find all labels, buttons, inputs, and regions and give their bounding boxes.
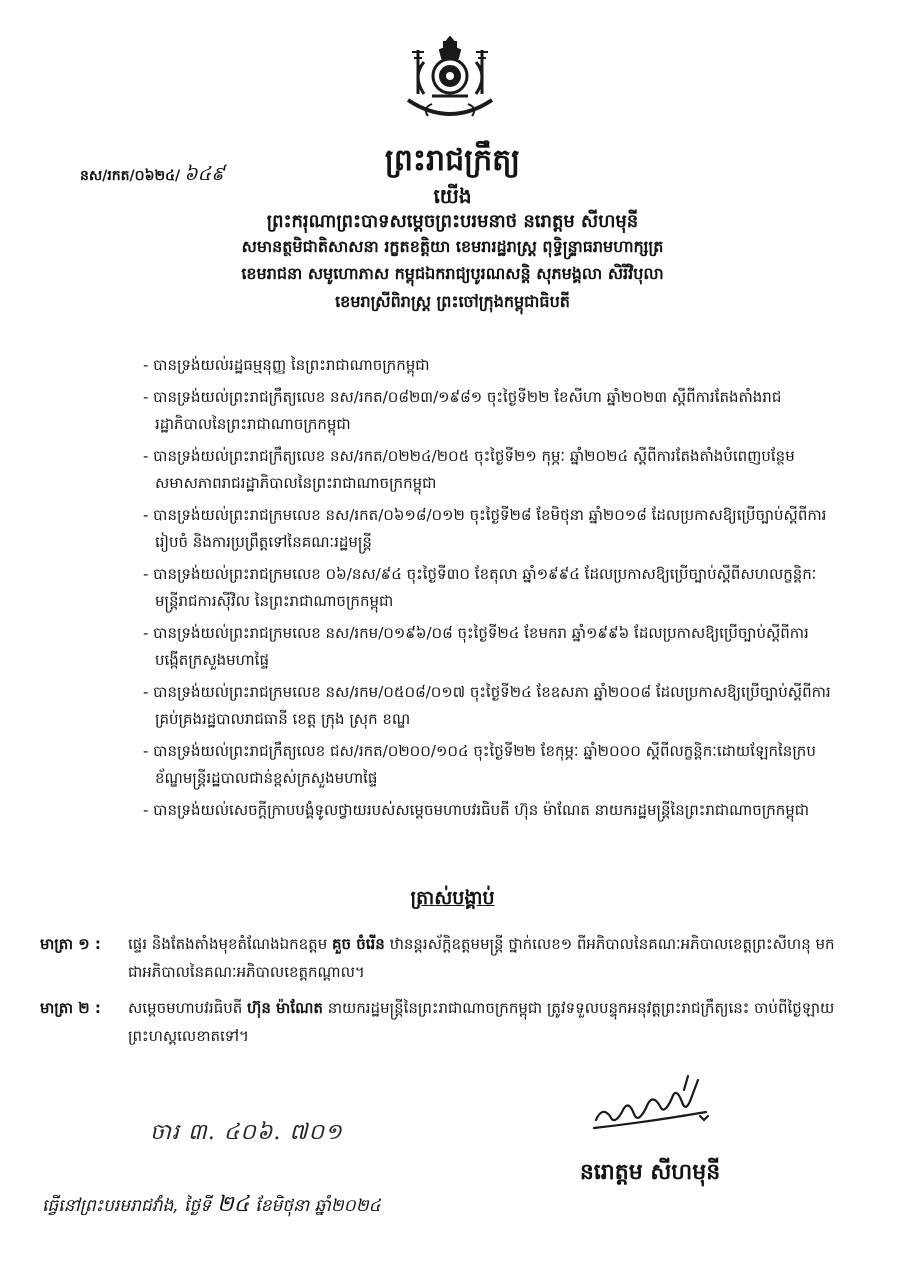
legal-basis-item: - បានទ្រង់យល់ព្រះរាជក្រឹត្យលេខ ជស/រកត/០២០០/១០៤ ចុះថ្ងៃទី២២ ខែកុម្ភៈ ឆ្នាំ២០០០ ស្តីពីលក្ខន្តិកៈដោយឡែកនៃក្របខ័ណ្ឌមន្ត្រីរដ្ឋបាលជាន់ខ្ពស់ក្រសួងមហាផ្ទៃ xyxy=(143,742,816,787)
legal-basis-item: - បានទ្រង់យល់ព្រះរាជក្រមលេខ នស/រកម/០១៩៦/០៨ ចុះថ្ងៃទី២៤ ខែមករា ឆ្នាំ១៩៩៦ ដែលប្រកាសឱ្យប្រើច្បាប់ស្តីពីការបង្កើតក្រសួងមហាផ្ទៃ xyxy=(143,624,809,669)
king-title-line-1: ព្រះករុណាព្រះបាទសម្តេចព្រះបរមនាថ នរោត្តម សីហមុនី xyxy=(266,211,639,232)
legal-basis-item: - បានទ្រង់យល់ព្រះរាជក្រឹត្យលេខ នស/រកត/០២២៤/២០៥ ចុះថ្ងៃទី២១ កុម្ភៈ ឆ្នាំ២០២៤ ស្តីពីការតែងតាំងបំពេញបន្ថែមសមាសភាពរាជរដ្ឋាភិបាលនៃព្រះរាជាណាចក្រកម្ពុជា xyxy=(143,447,795,492)
signatory-name: នរោត្តម សីហមុនី xyxy=(579,1160,721,1185)
place-date-suffix: ខែមិថុនា ឆ្នាំ២០២៤ xyxy=(255,1196,381,1216)
place-and-date xyxy=(42,1190,381,1222)
article-person-name: ហ៊ុន ម៉ាណែត xyxy=(247,999,323,1017)
king-title-line-2: សមានត្ថមិជាតិសាសនា រក្ខតខត្តិយា ខេមរារដ្ឋរាស្ត្រ ពុទ្ធិន្ទ្រាធរាមហាក្សត្រ xyxy=(241,237,664,256)
article-text-part: ឋានន្តរស័ក្តិឧត្តមមន្ត្រី ថ្នាក់លេខ១ ពីអភិបាលនៃគណៈអភិបាលខេត្តព្រះសីហនុ មកជាអភិបាលនៃគណៈអភិបាលខេត្តកណ្តាល។ xyxy=(128,935,835,981)
king-title-line-4: ខេមរាស្រីពិរាស្ត្រ ព្រះចៅក្រុងកម្ពុជាធិបតី xyxy=(335,292,570,311)
royal-coat-of-arms-emblem xyxy=(402,36,498,128)
article-text xyxy=(128,930,840,986)
article-1 xyxy=(40,930,840,986)
article-text-part: សម្តេចមហាបវរធិបតី xyxy=(128,999,248,1017)
legal-basis-item: - បានទ្រង់យល់សេចក្តីក្រាបបង្គំទូលថ្វាយរបស់សម្តេចមហាបវរធិបតី ហ៊ុន ម៉ាណែត នាយករដ្ឋមន្ត្រីនៃព្រះរាជាណាចក្រកម្ពុជា xyxy=(143,801,810,819)
legal-basis-item: - បានទ្រង់យល់ព្រះរាជក្រមលេខ ០៦/នស/៩៤ ចុះថ្ងៃទី៣០ ខែតុលា ឆ្នាំ១៩៩៤ ដែលប្រកាសឱ្យប្រើច្បាប់ស្តីពីសហលក្ខន្តិកៈមន្ត្រីរាជការស៊ីវិល នៃព្រះរាជាណាចក្រកម្ពុជា xyxy=(143,565,817,610)
article-2 xyxy=(40,994,840,1050)
article-label: មាត្រា ២ : xyxy=(40,999,101,1017)
legal-basis-item: - បានទ្រង់យល់ព្រះរាជក្រមលេខ នស/រកម/០៥០៨/០១៧ ចុះថ្ងៃទី២៤ ខែឧសភា ឆ្នាំ២០០៨ ដែលប្រកាសឱ្យប្រើច្បាប់ស្តីពីការគ្រប់គ្រងរដ្ឋបាលរាជធានី ខេត្ត ក្រុង ស្រុក ខណ្ឌ xyxy=(143,683,831,728)
legal-basis-list xyxy=(143,352,833,829)
article-label: មាត្រា ១ : xyxy=(40,935,101,953)
king-title-line-3: ខេមរាជនា សមូហោភាស កម្ពុជឯករាជ្យបូរណសន្តិ សុភមង្គលា សិរីវិបុលា xyxy=(241,264,664,283)
legal-basis-item: - បានទ្រង់យល់ព្រះរាជក្រមលេខ នស/រកត/០៦១៨/០១២ ចុះថ្ងៃទី២៨ ខែមិថុនា ឆ្នាំ២០១៨ ដែលប្រកាសឱ្យប្រើច្បាប់ស្តីពីការរៀបចំ និងការប្រព្រឹត្តទៅនៃគណៈរដ្ឋមន្ត្រី xyxy=(143,506,827,551)
article-text-part: ផ្ទេរ និងតែងតាំងមុខតំណែងឯកឧត្តម xyxy=(128,935,332,953)
reference-number-printed: នស/រកត/០៦២៤/ xyxy=(80,168,181,184)
article-text xyxy=(128,994,840,1050)
decree-heading: ត្រាស់បង្គាប់ xyxy=(410,887,495,909)
place-date-prefix: ធ្វើនៅព្រះបរមរាជវាំង, ថ្ងៃទី xyxy=(42,1196,212,1216)
legal-basis-item: - បានទ្រង់យល់រដ្ឋធម្មនុញ្ញ នៃព្រះរាជាណាចក្រកម្ពុជា xyxy=(143,356,430,374)
reference-number-handwritten: ៦៤៩ xyxy=(184,163,225,185)
royal-signature xyxy=(588,1068,718,1140)
article-person-name: គួច ចំរើន xyxy=(332,935,385,953)
legal-basis-item: - បានទ្រង់យល់ព្រះរាជក្រឹត្យលេខ នស/រកត/០៨២៣/១៩៨១ ចុះថ្ងៃទី២២ ខែសីហា ឆ្នាំ២០២៣ ស្តីពីការតែងតាំងរាជរដ្ឋាភិបាលនៃព្រះរាជាណាចក្រកម្ពុជា xyxy=(143,388,782,433)
article-text-part: នាយករដ្ឋមន្ត្រីនៃព្រះរាជាណាចក្រកម្ពុជា ត្រូវទទួលបន្ទុកអនុវត្តព្រះរាជក្រឹត្យនេះ ចាប់ពីថ្ងៃឡាយព្រះហស្តលេខាតទៅ។ xyxy=(128,999,835,1045)
place-date-day-handwritten: ២៤ xyxy=(217,1192,250,1217)
document-title: ព្រះរាជក្រឹត្យ xyxy=(384,143,521,178)
handwritten-note: ចារ ៣. ៤០៦. ៧០១ xyxy=(150,1120,343,1145)
we-heading: យើង xyxy=(433,184,472,208)
